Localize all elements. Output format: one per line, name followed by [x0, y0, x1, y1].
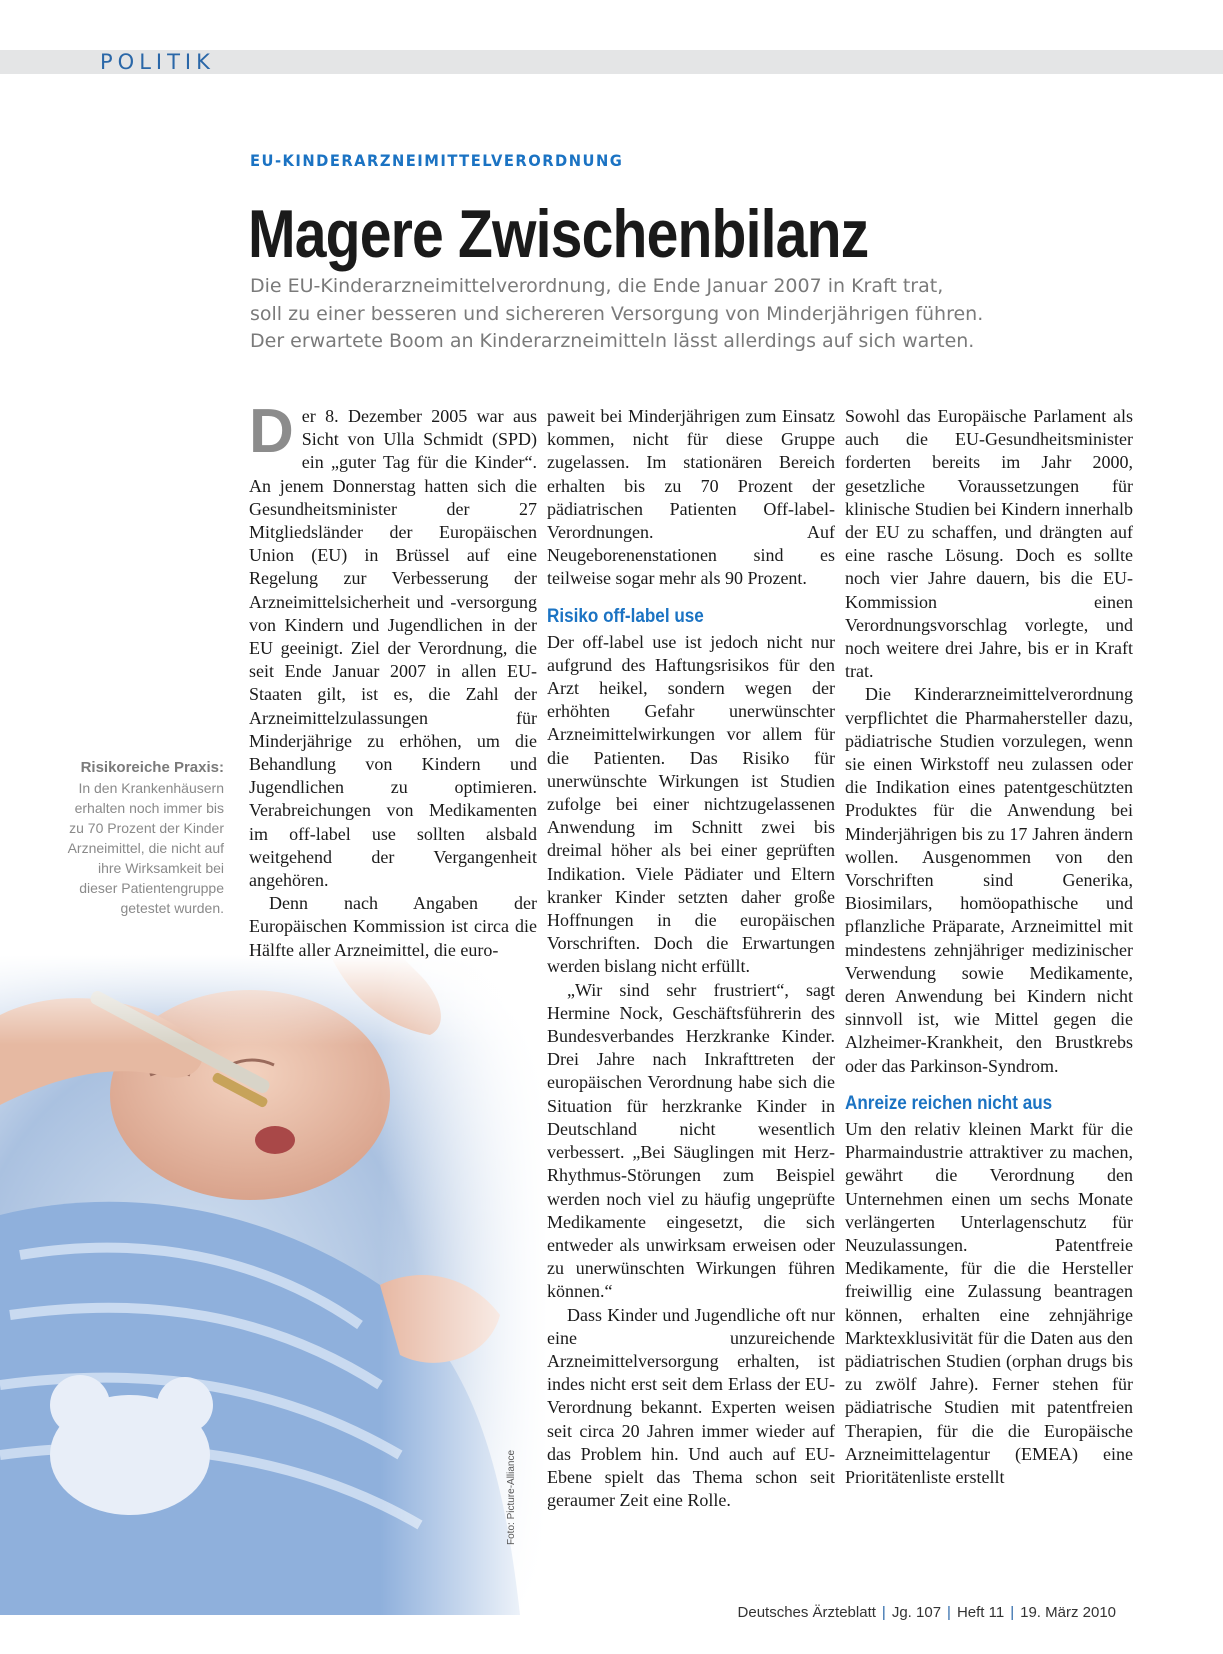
- caption-text: In den Krankenhäusern erhalten noch immer bis zu 70 Prozent der Kinder Arzneimittel, die nicht auf ihre Wirksamkeit bei dieser Patientengruppe getestet wurden.: [67, 780, 224, 916]
- paragraph: Denn nach Angaben der Europäischen Kommission ist circa die Hälfte aller Arzneimittel, die euro-: [249, 893, 537, 960]
- caption-title: Risikoreiche Praxis:: [80, 759, 224, 776]
- paragraph: paweit bei Minderjährigen zum Einsatz kommen, nicht für diese Gruppe zugelassen. Im stationären Bereich erhalten bis zu 70 Prozent der pädiatrischen Patienten Off-label-Verordnungen. Auf Neugeborenenstationen sind es teilweise sogar mehr als 90 Prozent.: [547, 406, 835, 589]
- lead-line: soll zu einer besseren und sichereren Versorgung von Minderjährigen führen.: [250, 302, 984, 325]
- lead-line: Die EU-Kinderarzneimittelverordnung, die Ende Januar 2007 in Kraft trat,: [250, 275, 944, 297]
- subheading: Anreize reichen nicht aus: [845, 1092, 1053, 1114]
- footer-date: 19. März 2010: [1020, 1604, 1116, 1621]
- section-label: POLITIK: [100, 50, 215, 74]
- paragraph: Um den relativ kleinen Markt für die Pharmaindustrie attraktiver zu machen, gewährt die Verordnung den Unternehmen einen um sechs Monate verlängerten Unterlagenschutz für Neuzulassungen. Patentfreie Medikamente, für die die Hersteller freiwillig eine Zulassung beantragen können, erhalten eine zehnjährige Marktexklusivität für die Daten aus den pädiatrischen Studien (orphan drugs bis zu zwölf Jahre). Ferner stehen für pädiatrische Studien mit patentfreien Therapien, für die die Europäische Arzneimittelagentur (EMEA) eine Prioritätenliste erstellt: [845, 1118, 1133, 1487]
- footer-issue: Heft 11: [956, 1604, 1005, 1621]
- article-column-1: [249, 397, 537, 962]
- article-column-2: [547, 405, 835, 1512]
- footer-separator: |: [881, 1604, 886, 1621]
- subheading: Risiko off-label use: [547, 605, 704, 627]
- baby-medication-photo: [0, 955, 548, 1615]
- paragraph: „Wir sind sehr frustriert“, sagt Hermine Nock, Geschäftsführerin des Bundesverbandes Herzkranke Kinder. Drei Jahre nach Inkrafttreten der europäischen Verordnung habe sich die Situation für herzkranke Kinder in Deutschland nicht wesentlich verbessert. „Bei Säuglingen mit Herz-Rhythmus-Störungen zum Beispiel werden noch viel zu häufig ungeprüfte Medikamente eingesetzt, die sich entweder als unwirksam erweisen oder zu unerwünschten Wirkungen führen können.“: [547, 979, 835, 1302]
- article-lead: [250, 273, 1110, 356]
- paragraph: Sowohl das Europäische Parlament als auch die EU-Gesundheitsminister forderten bereits im Jahr 2000, gesetzliche Voraussetzungen für klinische Studien bei Kindern innerhalb der EU zu schaffen, und drängten auf eine rasche Lösung. Doch es sollte noch vier Jahre dauern, bis die EU-Kommission einen Verordnungsvorschlag vorlegte, und noch weitere drei Jahre, bis er in Kraft trat.: [845, 406, 1133, 682]
- page-footer: [738, 1604, 1116, 1621]
- footer-separator: |: [1010, 1604, 1015, 1621]
- drop-cap: D: [249, 397, 294, 466]
- paragraph: Der off-label use ist jedoch nicht nur aufgrund des Haftungsrisikos für den Arzt heikel, sondern wegen der erhöhten Gefahr unerwünschter Arzneimittelwirkungen vor allem für die Patienten. Das Risiko für unerwünschte Wirkungen ist Studien zufolge bei einer nichtzugelassenen Anwendung im Schnitt zwei bis dreimal höher als bei einer geprüften Indikation. Viele Pädiater und Eltern kranker Kinder setzten daher große Hoffnungen in die europäischen Vorschriften. Doch die Erwartungen werden bislang nicht erfüllt.: [547, 631, 835, 977]
- photo-credit: Foto: Picture-Alliance: [506, 1449, 517, 1545]
- paragraph: er 8. Dezember 2005 war aus Sicht von Ulla Schmidt (SPD) ein „guter Tag für die Kinder“. An jenem Donnerstag hatten sich die Gesundheitsminister der 27 Mitgliedsländer der Europäischen Union (EU) in Brüssel auf eine Regelung zur Verbesserung der Arzneimittelsicherheit und -versorgung von Kindern und Jugendlichen in der EU geeinigt. Ziel der Verordnung, die seit Ende Januar 2007 in allen EU-Staaten gilt, ist es, die Zahl der Arzneimittelzulassungen für Minderjährige zu erhöhen, um die Behandlung von Kindern und Jugendlichen zu optimieren. Verabreichungen von Medikamenten im off-label use sollten alsbald weitgehend der Vergangenheit angehören.: [249, 406, 537, 891]
- footer-volume: Jg. 107: [891, 1604, 942, 1621]
- photo-caption: [60, 757, 224, 918]
- article-kicker: EU-KINDERARZNEIMITTELVERORDNUNG: [250, 151, 624, 170]
- footer-publication: Deutsches Ärzteblatt: [737, 1604, 876, 1621]
- lead-line: Der erwartete Boom an Kinderarzneimitteln lässt allerdings auf sich warten.: [250, 330, 975, 352]
- footer-separator: |: [947, 1604, 951, 1621]
- paragraph: Die Kinderarzneimittelverordnung verpflichtet die Pharmahersteller dazu, pädiatrische Studien vorzulegen, wenn sie einen Wirkstoff neu zulassen oder die Indikation eines patentgeschützten Produktes für die Anwendung bei Minderjährigen bis zu 17 Jahren ändern wollen. Ausgenommen von den Vorschriften sind Generika, Biosimilars, homöopathische und pflanzliche Präparate, Arzneimittel mit mindestens zehnjähriger medizinischer Verwendung sowie Medikamente, deren Anwendung bei Kindern nicht sinnvoll ist, wie Mittel gegen die Alzheimer-Krankheit, den Brustkrebs oder das Parkinson-Syndrom.: [845, 684, 1133, 1076]
- article-photo: [0, 955, 548, 1615]
- article-column-3: [845, 405, 1133, 1489]
- paragraph: Dass Kinder und Jugendliche oft nur eine unzureichende Arzneimittelversorgung erhalten, ist indes nicht erst seit dem Erlass der EU-Verordnung bekannt. Experten weisen seit circa 20 Jahren immer wieder auf das Problem hin. Und auch auf EU-Ebene spielt das Thema schon seit geraumer Zeit eine Rolle.: [547, 1304, 835, 1511]
- article-title: Magere Zwischenbilanz: [248, 196, 869, 272]
